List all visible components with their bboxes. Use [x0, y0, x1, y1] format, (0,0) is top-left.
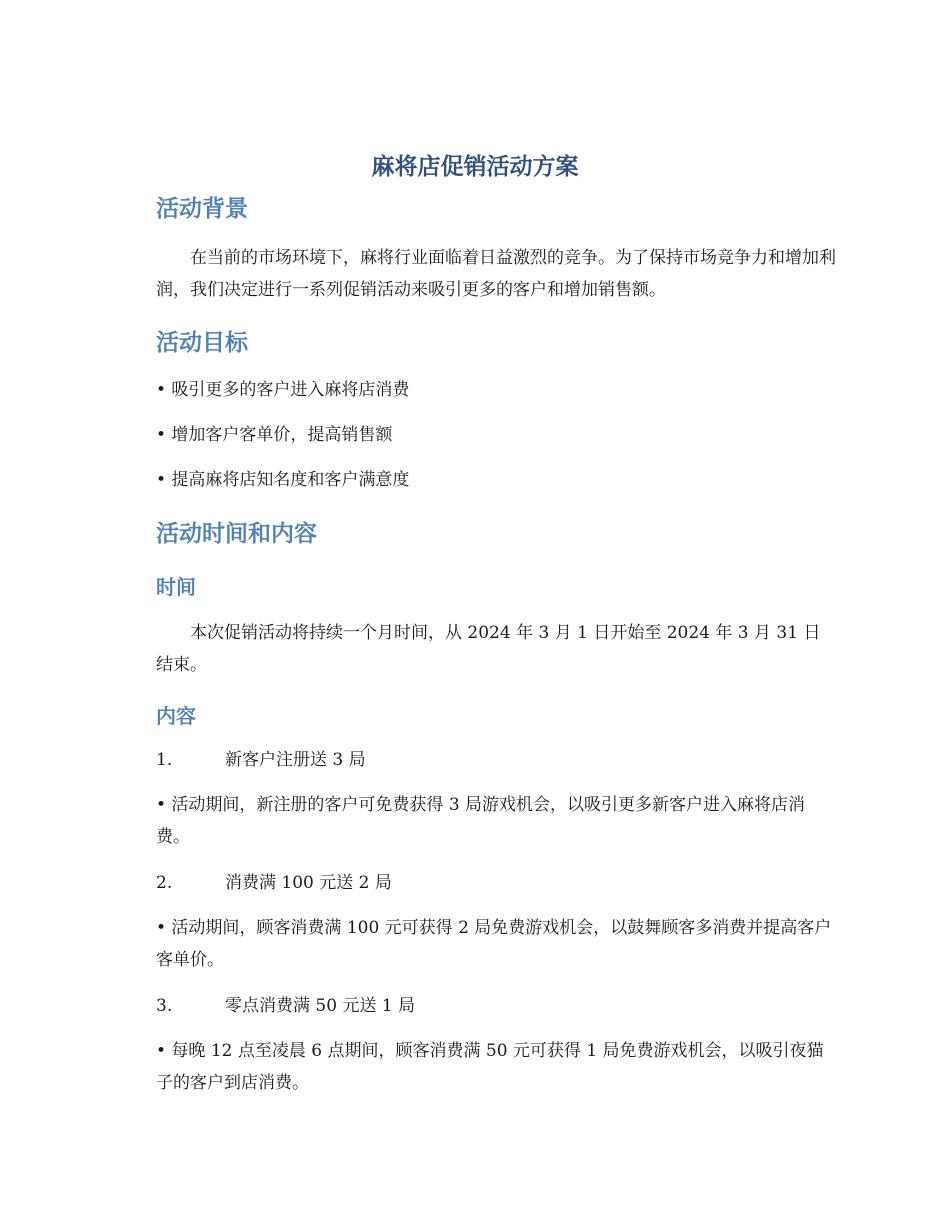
- goal-item: • 吸引更多的客户进入麻将店消费: [156, 380, 410, 400]
- content-item-title: [156, 990, 415, 1022]
- subsection-heading-content: 内容: [156, 704, 196, 728]
- goal-item: • 增加客户客单价，提高销售额: [156, 425, 393, 445]
- goal-item: • 提高麻将店知名度和客户满意度: [156, 470, 410, 490]
- section-heading-schedule: 活动时间和内容: [156, 521, 317, 547]
- item-number: 3.: [156, 996, 173, 1016]
- item-number: 1.: [156, 750, 173, 770]
- page-title: 麻将店促销活动方案: [371, 154, 579, 180]
- section-heading-background: 活动背景: [156, 196, 248, 222]
- content-item-detail: • 活动期间，顾客消费满 100 元可获得 2 局免费游戏机会，以鼓舞顾客多消费并提高客户客单价。: [156, 918, 832, 970]
- subsection-heading-time: 时间: [156, 575, 196, 599]
- section-heading-goals: 活动目标: [156, 330, 248, 356]
- item-title: 新客户注册送 3 局: [225, 750, 366, 770]
- content-item-title: [156, 867, 392, 899]
- item-number: 2.: [156, 873, 173, 893]
- item-title: 零点消费满 50 元送 1 局: [225, 996, 416, 1016]
- background-paragraph: 在当前的市场环境下，麻将行业面临着日益激烈的竞争。为了保持市场竞争力和增加利润，我们决定进行一系列促销活动来吸引更多的客户和增加销售额。: [156, 248, 836, 300]
- item-title: 消费满 100 元送 2 局: [225, 873, 392, 893]
- time-paragraph: 本次促销活动将持续一个月时间，从 2024 年 3 月 1 日开始至 2024 年 3 月 31 日结束。: [156, 623, 821, 675]
- content-item-title: [156, 744, 366, 776]
- content-item-detail: • 活动期间，新注册的客户可免费获得 3 局游戏机会，以吸引更多新客户进入麻将店消费。: [156, 795, 806, 847]
- content-item-detail: • 每晚 12 点至凌晨 6 点期间，顾客消费满 50 元可获得 1 局免费游戏机会，以吸引夜猫子的客户到店消费。: [156, 1041, 824, 1093]
